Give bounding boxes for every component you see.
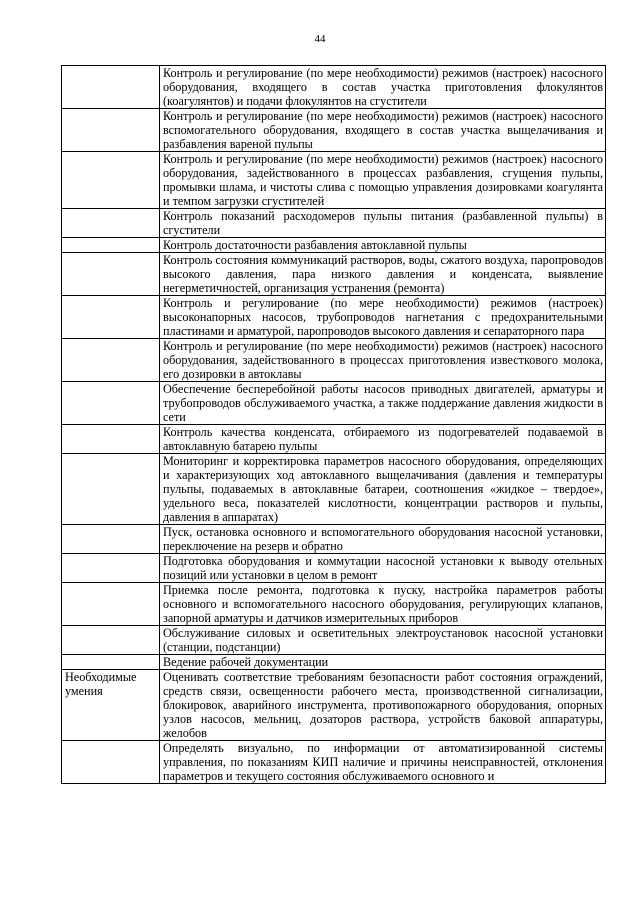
row-label-cell bbox=[62, 454, 160, 525]
row-label-cell bbox=[62, 525, 160, 554]
table-row bbox=[62, 152, 606, 209]
row-label-cell: Необходимые умения bbox=[62, 670, 160, 741]
row-text-cell: Оценивать соответствие требованиям безопасности работ состояния ограждений, средств связи, освещенности рабочего места, производственной сигнализации, блокировок, аварийного инструмента, противопожарного оборудования, опорных узлов насосов, мельниц, дозаторов раствора, устройств баковой аппаратуры, желобов bbox=[160, 670, 606, 741]
row-label-cell bbox=[62, 209, 160, 238]
table-row bbox=[62, 238, 606, 253]
table-row bbox=[62, 626, 606, 655]
row-label-cell bbox=[62, 741, 160, 784]
row-text-cell: Обслуживание силовых и осветительных электроустановок насосной установки (станции, подстанции) bbox=[160, 626, 606, 655]
table-row bbox=[62, 583, 606, 626]
table-row bbox=[62, 66, 606, 109]
row-text-cell: Контроль и регулирование (по мере необходимости) режимов (настроек) высоконапорных насосов, трубопроводов нагнетания с предохранительными пластинами и арматурой, паропроводов высокого давления и сепараторного пара bbox=[160, 296, 606, 339]
row-label-cell bbox=[62, 626, 160, 655]
table-row bbox=[62, 253, 606, 296]
row-text-cell: Мониторинг и корректировка параметров насосного оборудования, определяющих и характеризующих ход автоклавного выщелачивания (давления и температуры пульпы, подаваемых в автоклавные батареи, соотношения «жидкое – твердое», удельного веса, показателей кислотности, концентрации растворов и пульпы, давления в аппаратах) bbox=[160, 454, 606, 525]
row-text-cell: Контроль состояния коммуникаций растворов, воды, сжатого воздуха, паропроводов высокого давления, пара низкого давления и конденсата, выявление негерметичностей, организация устранения (ремонта) bbox=[160, 253, 606, 296]
table-row bbox=[62, 454, 606, 525]
row-text-cell: Ведение рабочей документации bbox=[160, 655, 606, 670]
row-label-cell bbox=[62, 296, 160, 339]
row-text-cell: Подготовка оборудования и коммутации насосной установки к выводу отельных позиций или установки в целом в ремонт bbox=[160, 554, 606, 583]
row-text-cell: Контроль показаний расходомеров пульпы питания (разбавленной пульпы) в сгустители bbox=[160, 209, 606, 238]
row-label-cell bbox=[62, 66, 160, 109]
row-label-cell bbox=[62, 655, 160, 670]
table-row bbox=[62, 109, 606, 152]
row-label-cell bbox=[62, 152, 160, 209]
competency-table bbox=[61, 65, 606, 784]
row-label-cell bbox=[62, 238, 160, 253]
table-row bbox=[62, 741, 606, 784]
row-label-cell bbox=[62, 425, 160, 454]
row-text-cell: Контроль и регулирование (по мере необходимости) режимов (настроек) насосного оборудования, входящего в состав участка приготовления флокулянтов (коагулянтов) и подачи флокулянтов на сгустители bbox=[160, 66, 606, 109]
row-label-cell bbox=[62, 554, 160, 583]
table-row bbox=[62, 655, 606, 670]
row-text-cell: Контроль качества конденсата, отбираемого из подогревателей подаваемой в автоклавную батарею пульпы bbox=[160, 425, 606, 454]
row-text-cell: Обеспечение бесперебойной работы насосов приводных двигателей, арматуры и трубопроводов обслуживаемого участка, а также поддержание давления жидкости в сети bbox=[160, 382, 606, 425]
table-row bbox=[62, 554, 606, 583]
row-text-cell: Контроль и регулирование (по мере необходимости) режимов (настроек) насосного вспомогательного оборудования, входящего в состав участка выщелачивания и разбавления вареной пульпы bbox=[160, 109, 606, 152]
row-label-cell bbox=[62, 339, 160, 382]
page-number: 44 bbox=[314, 33, 326, 45]
table-row bbox=[62, 339, 606, 382]
table-row bbox=[62, 382, 606, 425]
row-label-cell bbox=[62, 253, 160, 296]
page-bottom-margin bbox=[0, 858, 640, 903]
row-text-cell: Контроль достаточности разбавления автоклавной пульпы bbox=[160, 238, 606, 253]
row-text-cell: Контроль и регулирование (по мере необходимости) режимов (настроек) насосного оборудования, задействованного в процессах разбавления, сгущения пульпы, промывки шлама, и чистоты слива с помощью управления дозировками коагулянта и темпом загрузки сгустителей bbox=[160, 152, 606, 209]
table-row bbox=[62, 670, 606, 741]
table-body bbox=[62, 66, 606, 784]
row-label-cell bbox=[62, 382, 160, 425]
row-label-cell bbox=[62, 109, 160, 152]
table-row bbox=[62, 209, 606, 238]
table-row bbox=[62, 525, 606, 554]
row-label-cell bbox=[62, 583, 160, 626]
row-text-cell: Пуск, остановка основного и вспомогательного оборудования насосной установки, переключение на резерв и обратно bbox=[160, 525, 606, 554]
row-text-cell: Приемка после ремонта, подготовка к пуску, настройка параметров работы основного и вспомогательного насосного оборудования, регулирующих клапанов, запорной арматуры и датчиков измерительных приборов bbox=[160, 583, 606, 626]
table-row bbox=[62, 296, 606, 339]
row-text-cell: Контроль и регулирование (по мере необходимости) режимов (настроек) насосного оборудования, задействованного в процессах приготовления известкового молока, его дозировки в автоклавы bbox=[160, 339, 606, 382]
row-text-cell: Определять визуально, по информации от автоматизированной системы управления, по показаниям КИП наличие и причины неисправностей, отклонения параметров и текущего состояния обслуживаемого основного и bbox=[160, 741, 606, 784]
table-row bbox=[62, 425, 606, 454]
